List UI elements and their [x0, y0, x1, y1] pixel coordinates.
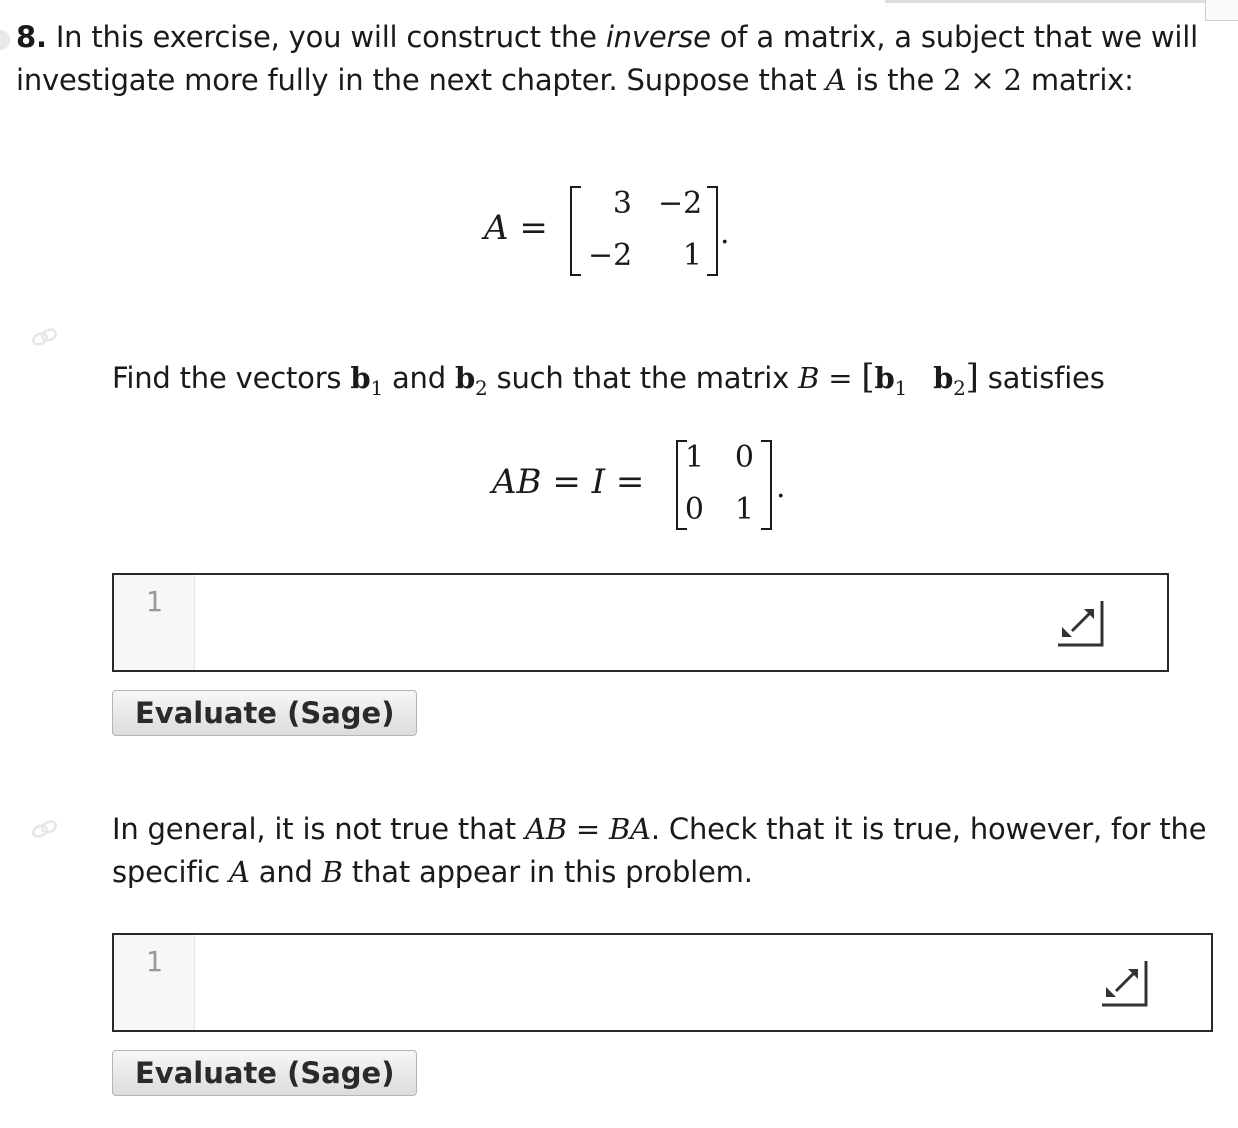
sage-code-cell-2[interactable]: [112, 933, 1213, 1032]
matrix-A-cell: −2: [658, 186, 703, 221]
code-editor[interactable]: [195, 575, 1167, 670]
matrix-A-label: [484, 208, 548, 248]
expr-AB: AB: [525, 812, 567, 846]
matrix-A-cell: −2: [588, 238, 633, 273]
intro-text-1: In this exercise, you will construct the: [46, 20, 606, 54]
identity-label: AB = I =: [492, 462, 645, 502]
inverse-term: inverse: [605, 20, 711, 54]
matrix-A: [570, 186, 718, 276]
matrix-A-cell: 1: [682, 238, 702, 273]
bracket-left: [570, 186, 581, 276]
part1-prompt: [112, 356, 1222, 410]
vector-b2: [454, 361, 488, 400]
expr-BA: BA: [609, 812, 651, 846]
identity-display: [492, 436, 822, 536]
exercise-intro: [16, 16, 1216, 102]
evaluate-sage-button[interactable]: Evaluate (Sage): [112, 1050, 417, 1096]
vector-b1-in-B: [874, 361, 908, 400]
part2-prompt: [112, 808, 1222, 894]
link-icon[interactable]: [30, 328, 60, 346]
var-A: A: [229, 855, 250, 889]
b2-subscript: 2: [475, 375, 488, 400]
part2-text-2: . Check that it is true, however, for the specific: [112, 812, 1207, 889]
identity-cell: 0: [684, 492, 704, 527]
matrix-A-label-text: A =: [484, 208, 548, 248]
intro-text-2: of a matrix, a subject that we will investigate more fully in the next chapter. Suppose that: [16, 20, 1198, 97]
intro-text-3: is the: [846, 63, 944, 97]
b1-subscript: 1: [894, 375, 908, 400]
line-gutter: [114, 575, 195, 670]
row-bracket-open: [: [861, 357, 875, 397]
identity-period: .: [776, 470, 786, 505]
b2-letter: b: [454, 361, 476, 395]
left-margin-marker: [0, 30, 10, 50]
b1-letter: b: [350, 361, 371, 395]
evaluate-sage-button[interactable]: Evaluate (Sage): [112, 690, 417, 736]
part1-text-1: Find the vectors: [112, 361, 351, 395]
b2-letter: b: [933, 361, 954, 395]
equals: =: [819, 361, 862, 395]
identity-cell: 1: [734, 492, 754, 527]
b1-subscript: 1: [370, 375, 383, 400]
sage-code-cell-1[interactable]: [112, 573, 1169, 672]
var-A: A: [825, 63, 847, 97]
exercise-number: 8.: [16, 20, 47, 54]
line-gutter: [114, 935, 195, 1030]
part2-text-1: In general, it is not true that: [112, 812, 525, 846]
equals: =: [566, 812, 609, 846]
part1-text-4: satisfies: [978, 361, 1105, 395]
expand-icon[interactable]: [1098, 957, 1150, 1009]
identity-matrix: [676, 440, 772, 530]
line-number: 1: [145, 585, 163, 618]
matrix-A-display: [484, 182, 784, 282]
b2-subscript: 2: [953, 375, 966, 400]
var-B: B: [798, 361, 820, 395]
bracket-right: [761, 440, 772, 530]
row-bracket-close: ]: [965, 357, 979, 397]
matrix-dims: 2 × 2: [943, 63, 1022, 97]
part1-text-3: such that the matrix: [487, 361, 799, 395]
top-divider: [885, 0, 1205, 3]
line-number: 1: [145, 945, 163, 978]
part1-text-2: and: [382, 361, 455, 395]
identity-cell: 0: [734, 440, 754, 475]
bracket-right: [707, 186, 718, 276]
intro-text-4: matrix:: [1021, 63, 1134, 97]
vector-b2-in-B: [933, 361, 966, 400]
vector-b1: [350, 361, 383, 400]
b1-letter: b: [874, 361, 895, 395]
code-editor[interactable]: [195, 935, 1211, 1030]
link-icon[interactable]: [30, 820, 60, 838]
var-B: B: [321, 855, 343, 889]
expand-icon[interactable]: [1054, 597, 1106, 649]
matrix-A-cell: 3: [612, 186, 632, 221]
part2-text-3: and: [249, 855, 322, 889]
identity-cell: 1: [684, 440, 704, 475]
matrix-A-period: .: [720, 216, 730, 251]
part2-text-4: that appear in this problem.: [342, 855, 753, 889]
